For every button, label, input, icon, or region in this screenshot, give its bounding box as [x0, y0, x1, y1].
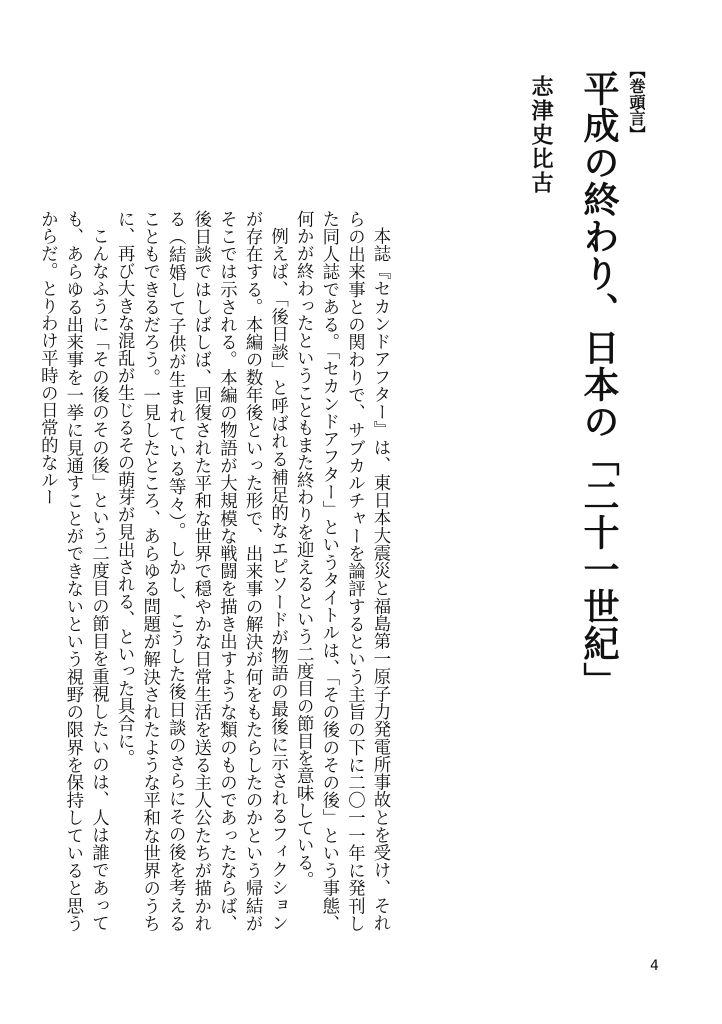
section-tag: 【巻頭言】 — [627, 62, 646, 142]
paragraph-1: 本誌『セカンドアフター』は、東日本大震災と福島第一原子力発電所事故とを受け、それらの出来事との関わりで、サブカルチャーを論評するという主旨の下に二〇一一年に発刊した同人誌である。「セカンドアフター」というタイトルは、「その後のその後」という事態、何かが終わったということもまた終わりを迎えるという二度目の節目を意味している。 — [293, 210, 390, 932]
page-number: 4 — [650, 958, 659, 974]
article-title: 平成の終わり、日本の「二十一世紀」 — [578, 70, 620, 699]
paragraph-3: こんなふうに「その後のその後」という二度目の節目を重視したいのは、人は誰であっても、あらゆる出来事を一挙に見通すことができないという視野の限界を保持していると思うからだ。とりわけ平時の日常的なルー — [37, 210, 109, 932]
paragraph-2: 例えば、「後日談」と呼ばれる補足的なエピソードが物語の最後に示されるフィクションが存在する。本編の数年後といった形で、出来事の解決が何をもたらしたのかという帰結がそこでは示される。本編の物語が大規模な戦闘を描き出すような類のものであったならば、後日談ではしばしば、回復された平和な世界で穏やかな日常生活を送る主人公たちが描かれる（結婚して子供が生まれている等々）。しかし、こうした後日談のさらにその後を考えることもできるだろう。一見したところ、あらゆる問題が解決されたような平和な世界のうちに、再び大きな混乱が生じるその萌芽が見出される、といった具合に。 — [114, 210, 288, 932]
body-text — [37, 210, 392, 932]
author-name: 志津史比古 — [528, 75, 553, 195]
